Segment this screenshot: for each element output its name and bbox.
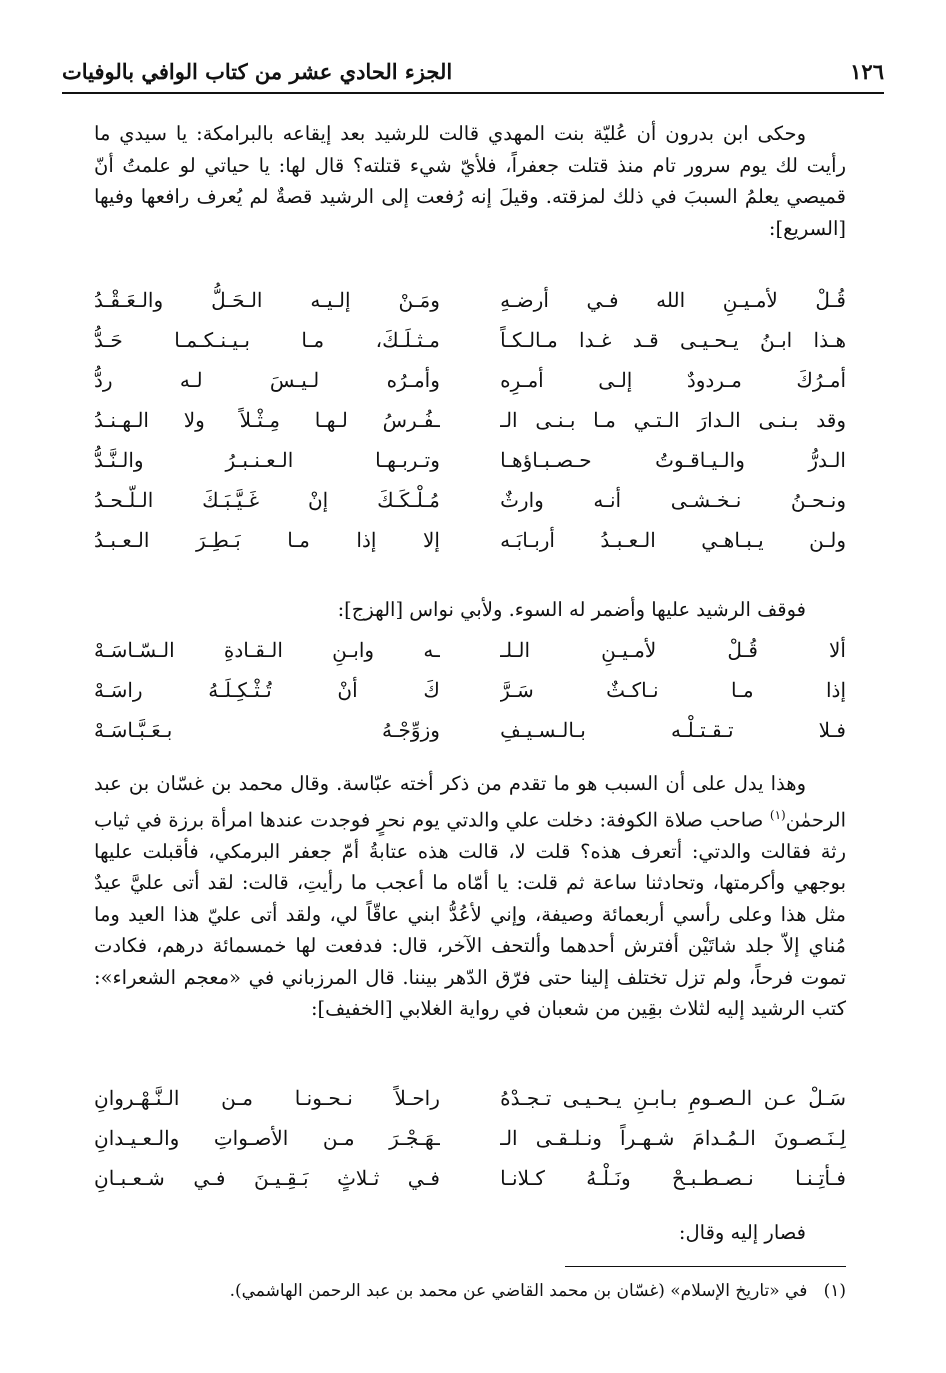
- verse-second-hemistich: فـي ثـلاثٍ بَـقِـيـنَ فـي شـعـبـانِ: [94, 1166, 440, 1190]
- verse-line: [94, 710, 846, 750]
- verse-first-hemistich: ولـن يـبـاهـي الـعـبـدُ أربـابَـه: [500, 528, 846, 552]
- paragraph-4: [94, 1217, 846, 1249]
- paragraph-3-text-end: صاحب صلاة الكوفة: دخلت علي والدتي يوم نحرٍ فوجدت عندها امرأة برزة في ثياب رثة فقالت والدتي: أتعرف هذه؟ قلت لا، قالت هذه عتابةُ أمّ جعفر البرمكي، فأقبلت عليها بوجهي وأكرمتها، وتحادثنا ساعة ثم قلت: يا أمّاه ما أعجب ما رأيتِ، قالت: لقد أتى عليَّ عيدٌ مثل هذا وعلى رأسي أربعمائة وصيفة، وإني لأعُدُّ ابني عاقّاً لي، ولقد أتى عليّ هذا العيد وما مُناي إلاّ جلد شاتَيْن أفترش أحدهما وألتحف الآخر، قال: فدفعت لها خمسمائة درهم، فكادت تموت فرحاً، ولم تزل تختلف إلينا حتى فرّق الدّهر بيننا. قال المرزباني في «معجم الشعراء»: كتب الرشيد إليه لثلاث بقِين من شعبان في رواية الغلابي [الخفيف]:: [94, 808, 846, 1020]
- footnote-reference[interactable]: (١): [769, 807, 786, 822]
- footnote-number: (١): [823, 1281, 846, 1301]
- paragraph-4-text: فصار إليه وقال:: [678, 1221, 806, 1244]
- verse-line: [94, 480, 846, 520]
- verse-second-hemistich: ـه وابـنِ الـقـادةِ الـسّـاسَـهْ: [94, 638, 440, 662]
- paragraph-2-text: فوقف الرشيد عليها وأضمر له السوء. ولأبي نواس [الهزج]:: [337, 598, 806, 621]
- page-header: [62, 40, 884, 84]
- verse-line: [94, 440, 846, 480]
- verse-second-hemistich: وأمـرُه لـيـسَ لـه ردُّ: [94, 368, 440, 392]
- verse-second-hemistich: راحـلاً نـحـونـا مـن الـنَّـهْـروانِ: [94, 1086, 440, 1110]
- verse-line: [94, 400, 846, 440]
- verse-line: [94, 1078, 846, 1118]
- verse-line: [94, 1158, 846, 1198]
- verse-first-hemistich: الـدرُّ والـيـاقـوتُ حـصـبـاؤهـا: [500, 448, 846, 472]
- poem-khafif: [94, 1078, 846, 1198]
- verse-second-hemistich: ـفُـرسُ لـهـا مِـثْـلاً ولا الـهـنـدُ: [94, 408, 440, 432]
- verse-line: [94, 630, 846, 670]
- verse-first-hemistich: إذا مـا نـاكـثٌ سَـرَّ: [500, 678, 846, 702]
- verse-second-hemistich: وزوِّجْـهُ بـعَـبَّـاسَـهْ: [94, 718, 440, 742]
- paragraph-1: [94, 118, 846, 244]
- verse-line: [94, 1118, 846, 1158]
- running-title: الجزء الحادي عشر من كتاب الوافي بالوفيات: [62, 59, 453, 84]
- footnote-text: في «تاريخ الإسلام» (غسّان بن محمد القاضي عن محمد بن عبد الرحمن الهاشمي).: [229, 1281, 808, 1301]
- verse-first-hemistich: لِـنَـصـونَ الـمُـدامَ شـهـراً ونـلـقـى الـ: [500, 1126, 846, 1150]
- page-number: ١٢٦: [850, 59, 884, 84]
- verse-first-hemistich: قُـلْ لأمـيـنِ الله فـي أرضـهِ: [500, 288, 846, 312]
- footnote: [94, 1276, 846, 1306]
- verse-second-hemistich: كَ أنْ تُـثْـكِـلَـهُ راسَـهْ: [94, 678, 440, 702]
- poem-sari: [94, 280, 846, 560]
- paragraph-3-text-start: وهذا يدل على أن السبب هو ما تقدم من ذكر أخته عبّاسة. وقال محمد بن غسّان بن عبد الرحمٰن: [94, 772, 846, 831]
- verse-second-hemistich: مُـلْـكَـكَ إنْ غَـيَّـبَـكَ الـلّـحـدُ: [94, 488, 440, 512]
- verse-first-hemistich: ونـحـنُ نـخـشـى أنـه وارثٌ: [500, 488, 846, 512]
- header-divider: [62, 92, 884, 94]
- verse-first-hemistich: وقد بـنـى الـدارَ الـتـي مـا بـنـى الـ: [500, 408, 846, 432]
- footnote-divider: [565, 1266, 846, 1267]
- verse-line: [94, 320, 846, 360]
- verse-first-hemistich: هـذا ابـنُ يـحـيـى قـد غـدا مـالـكـاً: [500, 328, 846, 352]
- verse-first-hemistich: فـأتِـنـا نـصـطـبـحْ ونَـلْـهُ كـلانـا: [500, 1166, 846, 1190]
- verse-line: [94, 280, 846, 320]
- poem-hazaj: [94, 630, 846, 750]
- paragraph-1-text: وحكى ابن بدرون أن عُليّة بنت المهدي قالت للرشيد بعد إيقاعه بالبرامكة: يا سيدي ما رأيت لك يوم سرور تام منذ قتلت جعفراً، فلأيّ شيء قتلته؟ قال لها: يا حياتي لو علمتُ أنّ قميصي يعلمُ السببَ في ذلك لمزقته. وقيلَ إنه رُفعت إلى الرشيد قصةٌ لم يُعرف رافعها وفيها [السريع]:: [94, 122, 846, 240]
- verse-line: [94, 670, 846, 710]
- verse-second-hemistich: إلا إذا مـا بَـطِـرَ الـعـبـدُ: [94, 528, 440, 552]
- verse-line: [94, 520, 846, 560]
- verse-first-hemistich: ألا قُـلْ لأمـيـنِ الـلـ: [500, 638, 846, 662]
- verse-line: [94, 360, 846, 400]
- paragraph-2: [94, 594, 846, 626]
- verse-second-hemistich: ومَـنْ إلـيـه الـحَـلُّ والـعَـقْـدُ: [94, 288, 440, 312]
- verse-first-hemistich: سَـلْ عـن الـصـومِ بـابـنِ يـحـيـى تـجـدْهُ: [500, 1086, 846, 1110]
- verse-second-hemistich: ـهَـجْـرَ مـن الأصـواتِ والـعـيـدانِ: [94, 1126, 440, 1150]
- verse-first-hemistich: فـلا تـقـتـلْـه بـالـسـيـفِ: [500, 718, 846, 742]
- verse-first-hemistich: أمـرُكَ مـردودٌ إلـى أمـرِه: [500, 368, 846, 392]
- paragraph-3: [94, 768, 846, 1025]
- verse-second-hemistich: وتـربـهـا الـعـنـبـرُ والـنَّـدُّ: [94, 448, 440, 472]
- verse-second-hemistich: مـثـلَـكَ، مـا بـيـنـكـمـا حَـدُّ: [94, 328, 440, 352]
